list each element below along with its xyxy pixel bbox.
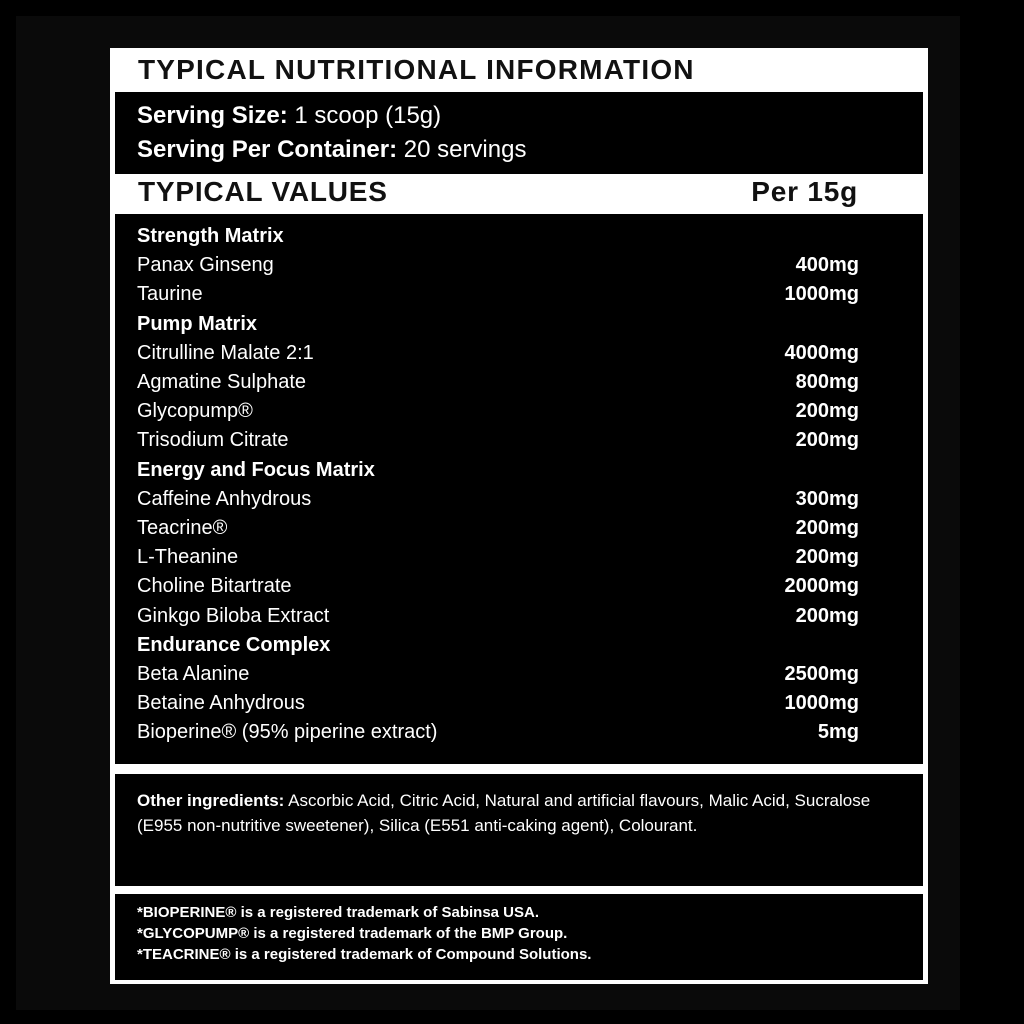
ingredient-row — [137, 718, 859, 747]
ingredient-name: Betaine Anhydrous — [137, 692, 305, 715]
section-heading-label: Energy and Focus Matrix — [137, 458, 375, 481]
ingredient-row — [137, 602, 859, 631]
section-heading — [137, 222, 859, 251]
trademark-bioperine: *BIOPERINE® is a registered trademark of Sabinsa USA. — [137, 904, 540, 921]
ingredient-amount: 2500mg — [784, 663, 859, 685]
ingredient-amount: 200mg — [795, 400, 859, 423]
title-bar — [110, 48, 928, 92]
ingredient-amount: 200mg — [795, 517, 859, 539]
ingredient-amount: 200mg — [795, 546, 859, 569]
ingredient-name: Teacrine® — [137, 517, 228, 539]
ingredient-row — [137, 280, 859, 309]
ingredient-amount: 4000mg — [784, 341, 859, 364]
ingredient-row — [137, 251, 859, 280]
ingredient-amount: 1000mg — [784, 692, 859, 715]
trademarks-box — [115, 894, 923, 980]
ingredient-row — [137, 689, 859, 718]
ingredient-name: Panax Ginseng — [137, 254, 274, 277]
trademark-glycopump: *GLYCOPUMP® is a registered trademark of the BMP Group. — [137, 925, 568, 942]
servings-per-container-label: Serving Per Container: — [137, 136, 398, 163]
servings-per-container-line — [137, 136, 526, 164]
ingredient-row — [137, 572, 859, 601]
ingredient-name: Taurine — [137, 283, 203, 306]
ingredient-name: Bioperine® (95% piperine extract) — [137, 721, 438, 744]
ingredient-row — [137, 397, 859, 426]
section-heading — [137, 310, 859, 339]
servings-per-container-value: 20 servings — [397, 136, 527, 163]
ingredient-name: Beta Alanine — [137, 663, 250, 685]
typical-values-header — [110, 174, 928, 214]
section-heading — [137, 456, 859, 485]
section-heading-label: Strength Matrix — [137, 225, 284, 247]
ingredient-name: Glycopump® — [137, 400, 253, 423]
ingredient-name: Trisodium Citrate — [137, 429, 289, 452]
ingredient-list — [115, 214, 923, 764]
ingredient-name: Citrulline Malate 2:1 — [137, 341, 314, 364]
typical-values-title: TYPICAL VALUES — [138, 176, 388, 207]
other-ingredients-box — [115, 774, 923, 886]
ingredient-row — [137, 426, 859, 455]
other-ingredients-text — [137, 788, 897, 838]
ingredient-amount: 2000mg — [784, 575, 859, 598]
per-serving-heading: Per 15g — [751, 176, 858, 207]
divider — [110, 764, 928, 774]
nutrition-label — [110, 48, 928, 984]
ingredient-row — [137, 339, 859, 368]
ingredient-row — [137, 514, 859, 543]
trademark-teacrine: *TEACRINE® is a registered trademark of Compound Solutions. — [137, 946, 592, 963]
ingredient-row — [137, 660, 859, 689]
ingredient-amount: 5mg — [817, 721, 859, 744]
ingredient-amount: 300mg — [795, 487, 859, 510]
ingredient-name: Choline Bitartrate — [137, 575, 292, 598]
serving-size-value: 1 scoop (15g) — [287, 102, 442, 129]
ingredient-row — [137, 368, 859, 397]
ingredient-name: Agmatine Sulphate — [137, 371, 307, 393]
serving-size-label: Serving Size: — [137, 102, 288, 129]
ingredient-amount: 200mg — [795, 429, 859, 452]
ingredient-name: Ginkgo Biloba Extract — [137, 604, 330, 627]
label-title: TYPICAL NUTRITIONAL INFORMATION — [138, 54, 695, 85]
ingredient-amount: 200mg — [795, 604, 859, 627]
section-heading-label: Pump Matrix — [137, 312, 258, 335]
ingredient-name: L-Theanine — [137, 546, 239, 569]
ingredient-amount: 400mg — [795, 254, 859, 277]
other-ingredients-label: Other ingredients: — [137, 791, 285, 810]
ingredient-name: Caffeine Anhydrous — [137, 487, 312, 510]
section-heading — [137, 631, 859, 660]
other-ingredients-list: Ascorbic Acid, Citric Acid, Natural and artificial flavours, Malic Acid, Sucralose (E955 non-nutritive sweetener), Silica (E551 anti-caking agent), Colourant. — [137, 791, 871, 835]
section-heading-label: Endurance Complex — [137, 633, 331, 656]
ingredient-row — [137, 485, 859, 514]
ingredient-amount: 1000mg — [784, 283, 859, 306]
serving-size-line — [137, 102, 441, 130]
ingredient-amount: 800mg — [795, 371, 859, 393]
ingredient-row — [137, 543, 859, 572]
